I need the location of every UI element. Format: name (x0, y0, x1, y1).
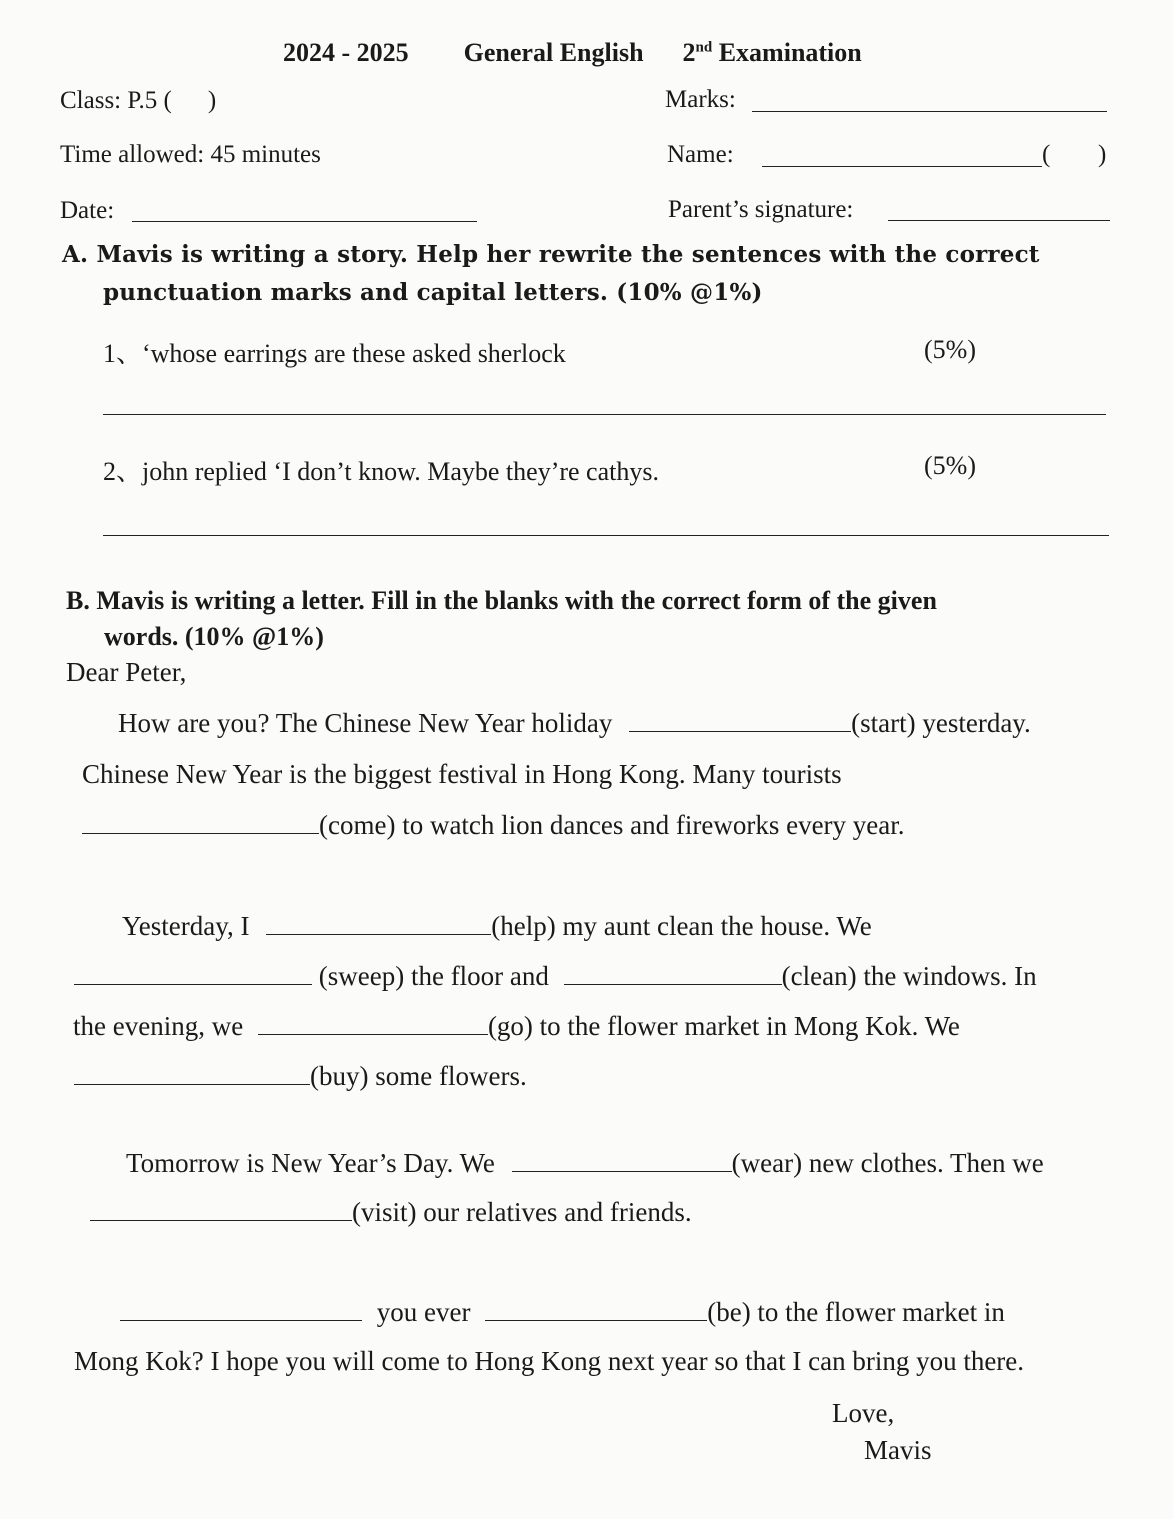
blank-start[interactable] (629, 711, 851, 732)
letter-line-10 (120, 1297, 1005, 1328)
question-1-text: 1、‘whose earrings are these asked sherlock (103, 339, 566, 368)
hint-start: (start) yesterday. (851, 708, 1031, 738)
class-paren-close: ) (207, 87, 217, 114)
letter-line-7 (74, 1061, 527, 1092)
parent-signature-line[interactable] (888, 220, 1110, 221)
hint-go: (go) to the flower market in Mong Kok. We (487, 1011, 960, 1041)
letter-line-6 (73, 1011, 960, 1042)
letter-greeting: Dear Peter, (66, 657, 187, 687)
hint-visit: (visit) our relatives and friends. (352, 1197, 692, 1227)
blank-help[interactable] (266, 914, 491, 935)
exam-title (283, 38, 862, 68)
parent-signature-label: Parent’s signature: (668, 196, 854, 223)
question-1-answer-line[interactable] (103, 414, 1106, 415)
hint-sweep: (sweep) the floor and (318, 961, 549, 991)
question-2-marks: (5%) (924, 451, 976, 480)
hint-help: (help) my aunt clean the house. We (491, 911, 872, 941)
section-b-instruction-2: words. (10% @1%) (104, 622, 324, 651)
letter-line-9 (90, 1197, 692, 1228)
blank-be[interactable] (485, 1300, 707, 1321)
blank-sweep[interactable] (74, 964, 312, 985)
letter-line-3 (82, 810, 905, 841)
hint-clean: (clean) the windows. In (781, 961, 1037, 991)
letter-line-5 (74, 961, 1037, 992)
letter-signature: Mavis (864, 1435, 932, 1465)
hint-be: (be) to the flower market in (707, 1297, 1005, 1327)
letter-line-2: Chinese New Year is the biggest festival in Hong Kong. Many tourists (82, 759, 842, 789)
date-label: Date: (60, 197, 115, 224)
hint-wear: (wear) new clothes. Then we (731, 1148, 1044, 1178)
question-2-text: 2、john replied ‘I don’t know. Maybe they’re cathys. (103, 457, 659, 486)
class-number-paren-open: ( (1042, 141, 1051, 168)
exam-number: 2 (682, 38, 696, 67)
name-line[interactable] (762, 166, 1042, 167)
blank-have[interactable] (120, 1300, 362, 1321)
marks-label: Marks: (665, 86, 736, 113)
school-year: 2024 - 2025 (283, 38, 409, 67)
blank-buy[interactable] (74, 1064, 310, 1085)
question-2-answer-line[interactable] (103, 535, 1109, 536)
letter-closing: Love, (832, 1398, 895, 1428)
exam-word: Examination (718, 38, 862, 67)
blank-go[interactable] (258, 1014, 488, 1035)
section-a-instruction-1: A. Mavis is writing a story. Help her rewrite the sentences with the correct (62, 241, 1040, 268)
text-segment: Yesterday, I (122, 911, 250, 941)
hint-buy: (buy) some flowers. (310, 1061, 527, 1091)
blank-clean[interactable] (564, 964, 782, 985)
class-field (60, 87, 216, 115)
letter-line-4 (122, 911, 872, 942)
letter-line-8 (126, 1148, 1044, 1179)
text-segment: the evening, we (73, 1011, 244, 1041)
blank-come[interactable] (82, 813, 319, 834)
date-line[interactable] (132, 221, 477, 222)
subject: General English (463, 38, 644, 67)
section-b-instruction-1: B. Mavis is writing a letter. Fill in the blanks with the correct form of the given (66, 586, 937, 615)
text-segment: Tomorrow is New Year’s Day. We (126, 1148, 495, 1178)
exam-number-suffix: nd (695, 39, 713, 56)
blank-visit[interactable] (90, 1200, 352, 1221)
letter-line-1 (118, 708, 1031, 739)
text-segment: you ever (376, 1297, 471, 1327)
class-label: Class: P.5 ( (60, 87, 172, 114)
class-number-paren-close: ) (1098, 141, 1107, 168)
section-a-instruction-2: punctuation marks and capital letters. (10% @1%) (103, 279, 763, 306)
name-label: Name: (667, 141, 734, 168)
text-segment: How are you? The Chinese New Year holiday (118, 708, 613, 738)
time-allowed: Time allowed: 45 minutes (60, 141, 321, 168)
letter-line-11: Mong Kok? I hope you will come to Hong Kong next year so that I can bring you there. (74, 1346, 1025, 1376)
marks-line[interactable] (752, 111, 1107, 112)
blank-wear[interactable] (512, 1151, 732, 1172)
question-1-marks: (5%) (924, 335, 976, 364)
hint-come: (come) to watch lion dances and fireworks every year. (319, 810, 905, 840)
